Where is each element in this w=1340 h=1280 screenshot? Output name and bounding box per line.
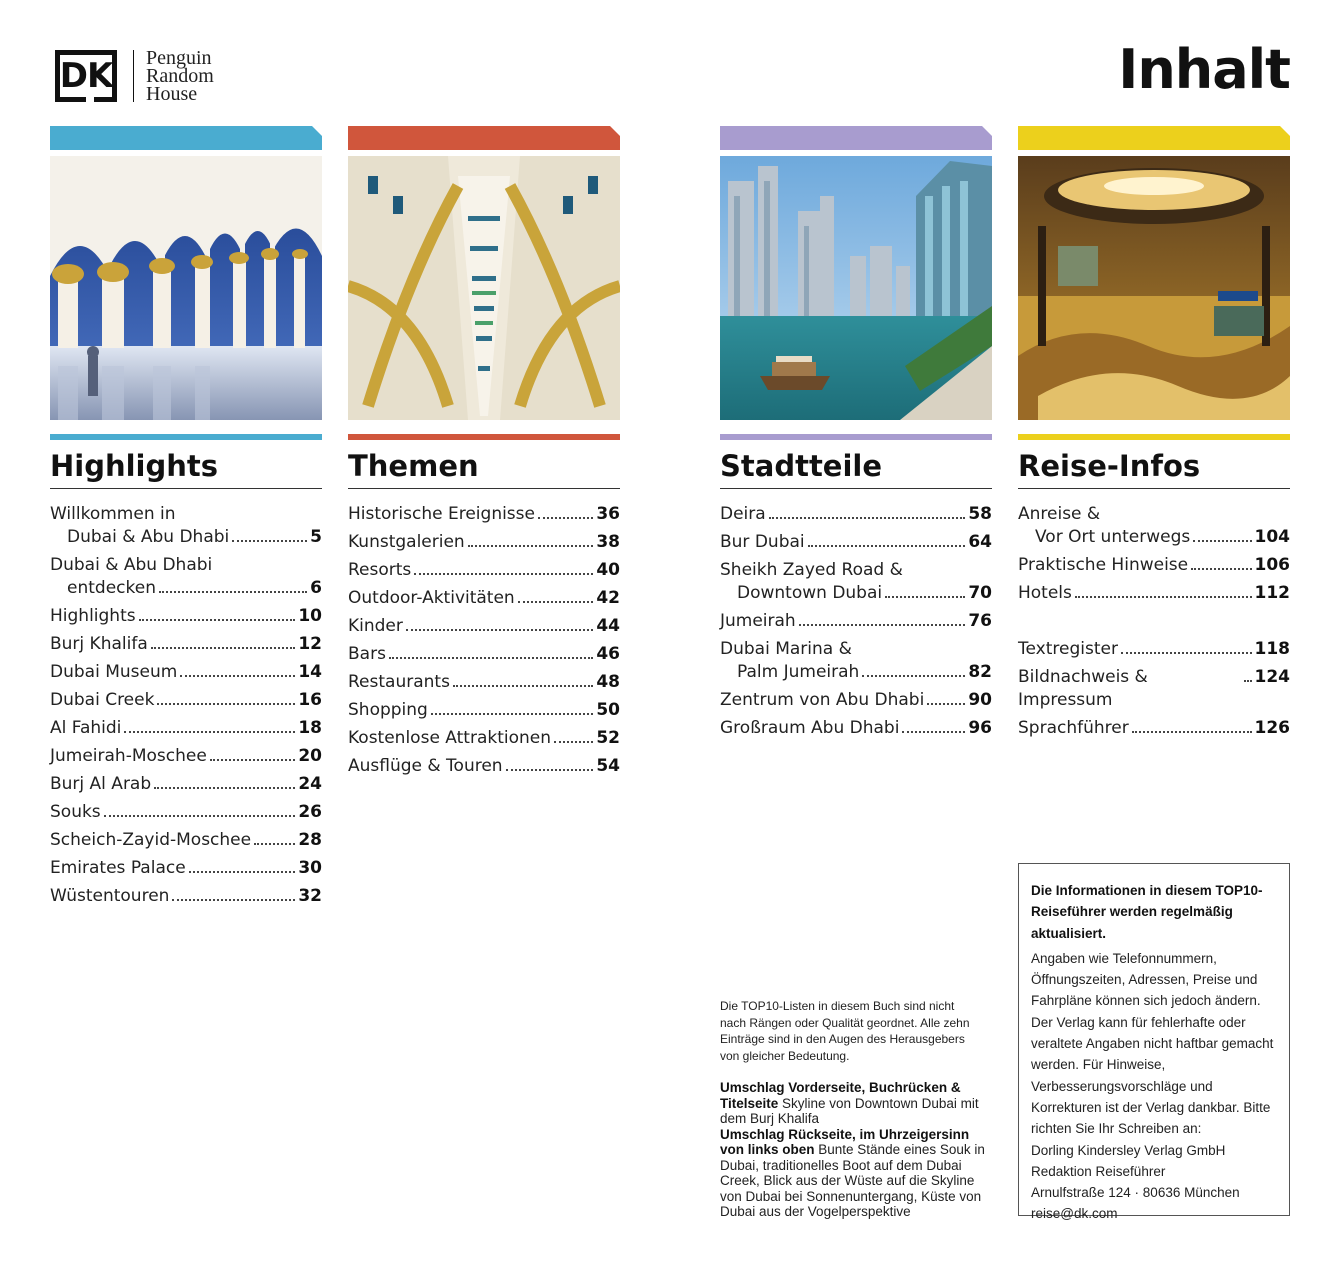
- toc-entry[interactable]: [348, 587, 620, 610]
- toc-entry-label-cont: entdecken: [67, 578, 156, 598]
- toc-entry-label: Anreise &: [1018, 504, 1101, 524]
- info-box-heading: Die Informationen in diesem TOP10-Reiseführer werden regelmäßig aktualisiert.: [1031, 883, 1263, 941]
- toc-entry[interactable]: [50, 745, 322, 768]
- dot-leader: [554, 741, 593, 743]
- section-tab-stadtteile: [720, 126, 992, 150]
- dot-leader: [180, 675, 295, 677]
- toc-page-number: 18: [298, 718, 322, 738]
- toc-entry[interactable]: [348, 643, 620, 666]
- toc-page-number: 12: [298, 634, 322, 654]
- info-box-address-3: Arnulfstraße 124 · 80636 München: [1031, 1185, 1240, 1201]
- toc-page-number: 54: [596, 756, 620, 776]
- toc-page-number: 126: [1254, 718, 1290, 738]
- toc-entry[interactable]: [50, 829, 322, 852]
- toc-entry-label: Kunstgalerien: [348, 532, 465, 552]
- section-title-stadtteile: Stadtteile: [720, 449, 883, 483]
- toc-entry[interactable]: [1018, 717, 1290, 740]
- toc-entry-label: Shopping: [348, 700, 428, 720]
- toc-entry[interactable]: [50, 633, 322, 656]
- toc-page-number: 28: [298, 830, 322, 850]
- toc-entry-label: Sheikh Zayed Road &: [720, 560, 903, 580]
- toc-entry-label: Dubai Museum: [50, 662, 178, 682]
- toc-page-number: 64: [968, 532, 992, 552]
- toc-page-number: 82: [968, 662, 992, 682]
- toc-entry[interactable]: [50, 801, 322, 824]
- dk-logo-mark: DK: [55, 50, 117, 102]
- toc-entry-label: Sprachführer: [1018, 718, 1129, 738]
- toc-entry-label: Scheich-Zayid-Moschee: [50, 830, 252, 850]
- toc-entry-label: Jumeirah-Moschee: [50, 746, 207, 766]
- dot-leader: [210, 759, 296, 761]
- cover-credits: Umschlag Vorderseite, Buchrücken & Titelseite Skyline von Downtown Dubai mit dem Burj Khalifa Umschlag Rückseite, im Uhrzeigersinn von links oben Bunte Stände eines Souk in Dubai, traditionelles Boot auf dem Dubai Creek, Blick aus der Wüste auf die Skyline von Dubai bei Sonnenuntergang, Küste von Dubai aus der Vogelperspektive: [720, 1080, 985, 1219]
- toc-entry-label-cont: Downtown Dubai: [737, 583, 883, 603]
- dot-leader: [902, 731, 965, 733]
- toc-gap: [1018, 610, 1290, 638]
- toc-entry[interactable]: [348, 531, 620, 554]
- dot-leader: [538, 517, 593, 519]
- toc-entry-label: Souks: [50, 802, 101, 822]
- toc-page-number: 52: [596, 728, 620, 748]
- info-box-address-1: Dorling Kindersley Verlag GmbH: [1031, 1142, 1226, 1158]
- toc-entry-label: Bars: [348, 644, 386, 664]
- section-highlights: [50, 126, 322, 913]
- section-tab-highlights: [50, 126, 322, 150]
- dot-leader: [431, 713, 593, 715]
- toc-page-number: 90: [968, 690, 992, 710]
- toc-entry[interactable]: [720, 717, 992, 740]
- update-info-box: [1018, 863, 1290, 1222]
- dot-leader: [389, 657, 593, 659]
- toc-page-number: 106: [1254, 555, 1290, 575]
- toc-entry[interactable]: [720, 689, 992, 712]
- dot-leader: [453, 685, 593, 687]
- toc-page-number: 50: [596, 700, 620, 720]
- toc-entry-label-cont: Dubai & Abu Dhabi: [67, 527, 230, 547]
- toc-entry-label: Wüstentouren: [50, 886, 170, 906]
- toc-page-number: 16: [298, 690, 322, 710]
- toc-entry-label: Outdoor-Aktivitäten: [348, 588, 515, 608]
- toc-entry-label: Resorts: [348, 560, 412, 580]
- section-underline: [348, 488, 620, 489]
- toc-entry-label: Jumeirah: [720, 611, 796, 631]
- dot-leader: [1244, 680, 1252, 682]
- section-underline: [720, 488, 992, 489]
- toc-page-number: 30: [298, 858, 322, 878]
- toc-page-number: 20: [298, 746, 322, 766]
- dot-leader: [154, 787, 295, 789]
- dot-leader: [124, 731, 295, 733]
- toc-list-highlights: [50, 503, 322, 908]
- toc-page-number: 38: [596, 532, 620, 552]
- toc-page-number: 58: [968, 504, 992, 524]
- toc-entry-label: Bur Dubai: [720, 532, 805, 552]
- dot-leader: [104, 815, 296, 817]
- toc-entry[interactable]: [348, 559, 620, 582]
- publisher-name: Penguin Random House: [146, 47, 214, 105]
- section-title-reise-infos: Reise-Infos: [1018, 449, 1201, 483]
- toc-page-number: 5: [310, 527, 322, 547]
- section-tab-reise-infos: [1018, 126, 1290, 150]
- section-title-themen: Themen: [348, 449, 479, 483]
- toc-page-number: 24: [298, 774, 322, 794]
- section-rule-stadtteile: [720, 434, 992, 440]
- toc-entry[interactable]: [50, 885, 322, 908]
- toc-list-stadtteile: [720, 503, 992, 740]
- photo-atrium-interior: [348, 156, 620, 420]
- toc-entry-label: Burj Al Arab: [50, 774, 152, 794]
- logo-divider: [133, 50, 134, 102]
- toc-entry-label: Deira: [720, 504, 766, 524]
- toc-page-number: 6: [310, 578, 322, 598]
- dot-leader: [769, 517, 966, 519]
- toc-page-number: 26: [298, 802, 322, 822]
- toc-entry-label: Highlights: [50, 606, 136, 626]
- dot-leader: [139, 619, 296, 621]
- toc-entry-label: Dubai Creek: [50, 690, 155, 710]
- toc-entry[interactable]: [50, 503, 322, 549]
- toc-entry-label: Bildnachweis & Impressum: [1018, 667, 1148, 710]
- toc-page-number: 42: [596, 588, 620, 608]
- toc-entry-label: Ausflüge & Touren: [348, 756, 503, 776]
- toc-entry[interactable]: [348, 699, 620, 722]
- toc-entry-label: Willkommen in: [50, 504, 176, 524]
- toc-list-appendix: [1018, 638, 1290, 740]
- top10-note: Die TOP10-Listen in diesem Buch sind nicht nach Rängen oder Qualität geordnet. Alle zehn Einträge sind in den Augen des Herausgebers von gleicher Bedeutung.: [720, 999, 970, 1063]
- toc-entry[interactable]: [50, 717, 322, 740]
- photo-metro-station: [1018, 156, 1290, 420]
- section-underline: [50, 488, 322, 489]
- publisher-logo: [55, 46, 214, 106]
- toc-entry[interactable]: [348, 671, 620, 694]
- toc-entry[interactable]: [1018, 582, 1290, 605]
- toc-list-themen: [348, 503, 620, 778]
- toc-entry-label: Historische Ereignisse: [348, 504, 535, 524]
- toc-entry-label: Praktische Hinweise: [1018, 555, 1189, 575]
- toc-entry[interactable]: [720, 638, 992, 684]
- toc-entry-label-cont: Vor Ort unterwegs: [1035, 527, 1191, 547]
- info-box-email: reise@dk.com: [1031, 1206, 1118, 1222]
- dot-leader: [1075, 596, 1252, 598]
- section-themen: [348, 126, 620, 783]
- toc-entry[interactable]: [1018, 503, 1290, 549]
- toc-entry-label: Hotels: [1018, 583, 1072, 603]
- photo-mosque-arcade: [50, 156, 322, 420]
- toc-entry[interactable]: [720, 503, 992, 526]
- dot-leader: [808, 545, 966, 547]
- dot-leader: [157, 703, 295, 705]
- toc-entry-label: Dubai & Abu Dhabi: [50, 555, 213, 575]
- toc-entry-label: Zentrum von Abu Dhabi: [720, 690, 925, 710]
- toc-page-number: 70: [968, 583, 992, 603]
- dot-leader: [172, 899, 295, 901]
- toc-list-reise-infos: [1018, 503, 1290, 605]
- dot-leader: [1132, 731, 1252, 733]
- toc-entry-label: Al Fahidi: [50, 718, 122, 738]
- toc-entry[interactable]: [1018, 638, 1290, 661]
- toc-entry-label: Kostenlose Attraktionen: [348, 728, 552, 748]
- toc-page-number: 118: [1254, 639, 1290, 659]
- dot-leader: [468, 545, 594, 547]
- section-title-highlights: Highlights: [50, 449, 219, 483]
- dot-leader: [406, 629, 593, 631]
- dot-leader: [151, 647, 296, 649]
- toc-entry[interactable]: [720, 531, 992, 554]
- toc-page-number: 76: [968, 611, 992, 631]
- dot-leader: [799, 624, 966, 626]
- toc-entry[interactable]: [348, 503, 620, 526]
- dot-leader: [1121, 652, 1252, 654]
- info-box-address-2: Redaktion Reiseführer: [1031, 1163, 1166, 1179]
- dot-leader: [232, 540, 307, 542]
- section-rule-reise-infos: [1018, 434, 1290, 440]
- toc-entry[interactable]: [50, 857, 322, 880]
- section-underline: [1018, 488, 1290, 489]
- toc-entry-label: Restaurants: [348, 672, 450, 692]
- dot-leader: [885, 596, 965, 598]
- page-title: Inhalt: [1118, 38, 1290, 101]
- dot-leader: [518, 601, 594, 603]
- dot-leader: [1191, 568, 1251, 570]
- toc-entry-label-cont: Palm Jumeirah: [737, 662, 860, 682]
- section-rule-highlights: [50, 434, 322, 440]
- dot-leader: [927, 703, 965, 705]
- toc-entry[interactable]: [50, 554, 322, 600]
- toc-page-number: 40: [596, 560, 620, 580]
- toc-page-number: 36: [596, 504, 620, 524]
- toc-page-number: 14: [298, 662, 322, 682]
- toc-entry[interactable]: [50, 773, 322, 796]
- dot-leader: [862, 675, 965, 677]
- dot-leader: [1193, 540, 1251, 542]
- photo-dubai-marina: [720, 156, 992, 420]
- section-tab-themen: [348, 126, 620, 150]
- section-stadtteile: [720, 126, 992, 745]
- toc-entry[interactable]: [50, 689, 322, 712]
- toc-page-number: 96: [968, 718, 992, 738]
- toc-entry[interactable]: [1018, 554, 1290, 577]
- toc-entry[interactable]: [50, 661, 322, 684]
- toc-entry-label: Großraum Abu Dhabi: [720, 718, 900, 738]
- section-rule-themen: [348, 434, 620, 440]
- toc-page-number: 48: [596, 672, 620, 692]
- toc-entry-label: Textregister: [1018, 639, 1118, 659]
- toc-page-number: 46: [596, 644, 620, 664]
- toc-page-number: 44: [596, 616, 620, 636]
- dot-leader: [159, 591, 307, 593]
- toc-page-number: 10: [298, 606, 322, 626]
- toc-page-number: 32: [298, 886, 322, 906]
- toc-entry[interactable]: [348, 755, 620, 778]
- toc-entry[interactable]: [720, 610, 992, 633]
- toc-entry-label: Burj Khalifa: [50, 634, 148, 654]
- toc-page-number: 124: [1254, 667, 1290, 687]
- toc-entry[interactable]: [348, 727, 620, 750]
- toc-entry-label: Emirates Palace: [50, 858, 186, 878]
- toc-entry[interactable]: [50, 605, 322, 628]
- info-box-body: Angaben wie Telefonnummern, Öffnungszeiten, Adressen, Preise und Fahrpläne können sich jedoch ändern. Der Verlag kann für fehlerhafte oder veraltete Angaben nicht haftbar gemacht werden. Für Hinweise, Verbesserungsvorschläge und Korrekturen ist der Verlag dankbar. Bitte richten Sie Ihr Schreiben an:: [1031, 950, 1274, 1137]
- section-reise-infos: [1018, 126, 1290, 745]
- toc-entry[interactable]: [1018, 666, 1290, 712]
- toc-entry-label: Dubai Marina &: [720, 639, 852, 659]
- dot-leader: [414, 573, 593, 575]
- toc-entry[interactable]: [348, 615, 620, 638]
- toc-entry-label: Kinder: [348, 616, 403, 636]
- toc-entry[interactable]: [720, 559, 992, 605]
- toc-page-number: 104: [1254, 527, 1290, 547]
- dot-leader: [506, 769, 594, 771]
- dot-leader: [189, 871, 296, 873]
- dot-leader: [254, 843, 295, 845]
- toc-page-number: 112: [1254, 583, 1290, 603]
